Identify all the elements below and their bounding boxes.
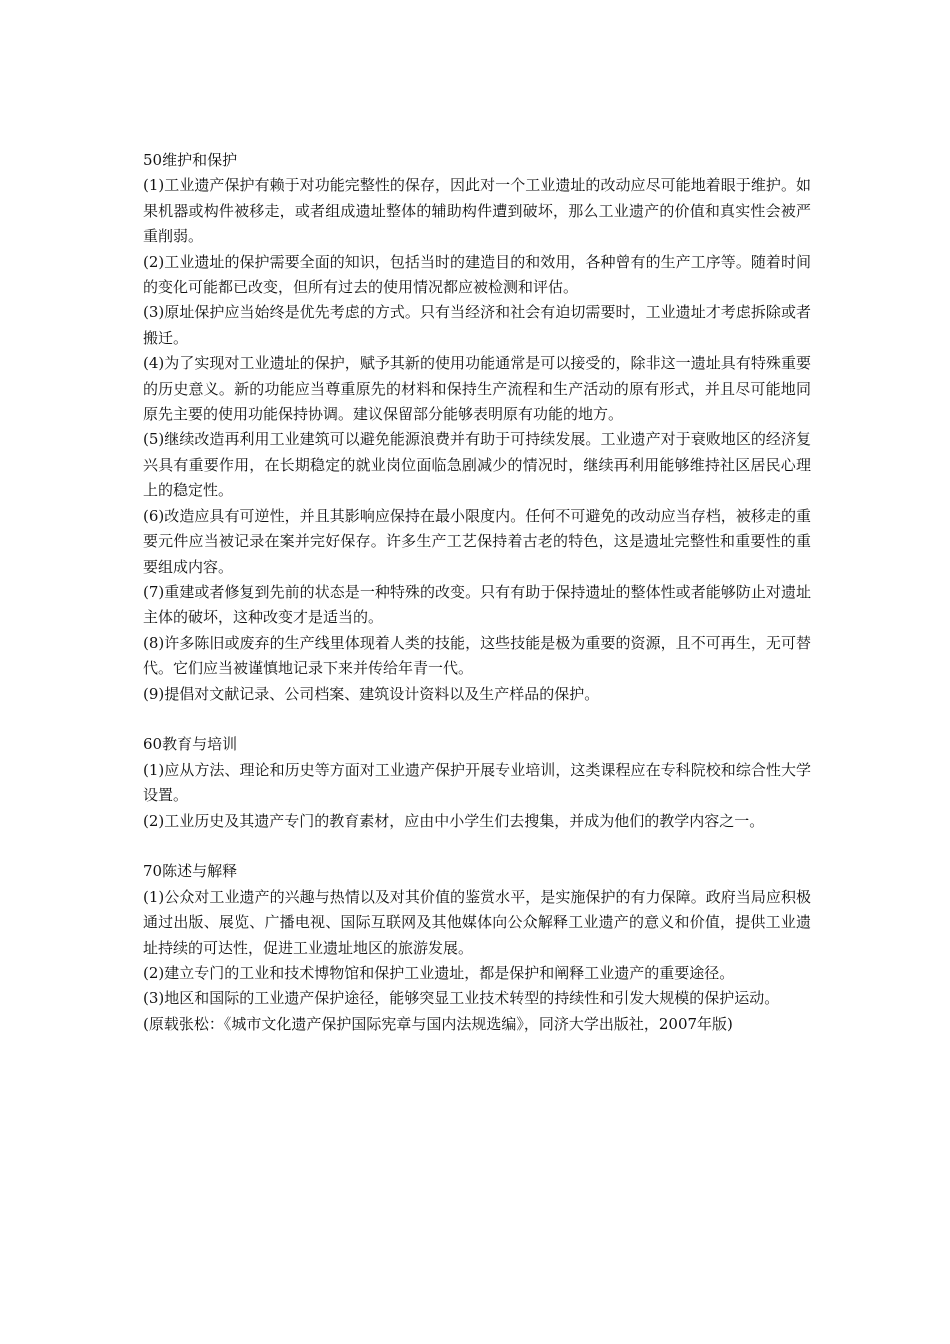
section-heading: 70陈述与解释 (143, 862, 238, 881)
section-heading: 60教育与培训 (143, 735, 238, 754)
paragraph: (2)建立专门的工业和技术博物馆和保护工业遗址，都是保护和阐释工业遗产的重要途径。 (143, 963, 735, 982)
paragraph: (1)工业遗产保护有赖于对功能完整性的保存，因此对一个工业遗址的改动应尽可能地着眼于维护。如果机器或构件被移走，或者组成遗址整体的辅助构件遭到破坏，那么工业遗产的价值和真实性会被严重削弱。 (143, 176, 811, 246)
paragraph: (3)原址保护应当始终是优先考虑的方式。只有当经济和社会有迫切需要时，工业遗址才考虑拆除或者搬迁。 (143, 303, 811, 347)
paragraph: (8)许多陈旧或废弃的生产线里体现着人类的技能，这些技能是极为重要的资源，且不可再生，无可替代。它们应当被谨慎地记录下来并传给年青一代。 (143, 633, 811, 678)
paragraph: (2)工业历史及其遗产专门的教育素材，应由中小学生们去搜集，并成为他们的教学内容之一。 (143, 811, 765, 830)
section-spacer (143, 707, 811, 732)
section-education (143, 732, 811, 834)
section-heading: 50维护和保护 (143, 151, 238, 169)
paragraph: (1)公众对工业遗产的兴趣与热情以及对其价值的鉴赏水平，是实施保护的有力保障。政府当局应积极通过出版、展览、广播电视、国际互联网及其他媒体向公众解释工业遗产的意义和价值，提供工业遗址持续的可达性，促进工业遗址地区的旅游发展。 (143, 887, 811, 957)
paragraph: (3)地区和国际的工业遗产保护途径，能够突显工业技术转型的持续性和引发大规模的保护运动。 (143, 989, 780, 1008)
paragraph: (7)重建或者修复到先前的状态是一种特殊的改变。只有有助于保持遗址的整体性或者能够防止对遗址主体的破坏，这种改变才是适当的。 (143, 582, 811, 627)
paragraph: (9)提倡对文献记录、公司档案、建筑设计资料以及生产样品的保护。 (143, 684, 600, 703)
paragraph: (4)为了实现对工业遗址的保护，赋予其新的使用功能通常是可以接受的，除非这一遗址具有特殊重要的历史意义。新的功能应当尊重原先的材料和保持生产流程和生产活动的原有形式，并且尽可能地同原先主要的使用功能保持协调。建议保留部分能够表明原有功能的地方。 (143, 354, 811, 424)
paragraph: (6)改造应具有可逆性，并且其影响应保持在最小限度内。任何不可避免的改动应当存档，被移走的重要元件应当被记录在案并完好保存。许多生产工艺保持着古老的特色，这是遗址完整性和重要性的重要组成内容。 (143, 506, 811, 576)
paragraph: (5)继续改造再利用工业建筑可以避免能源浪费并有助于可持续发展。工业遗产对于衰败地区的经济复兴具有重要作用，在长期稳定的就业岗位面临急剧减少的情况时，继续再利用能够维持社区居民心理上的稳定性。 (143, 430, 811, 500)
document-body (143, 148, 811, 1037)
section-interpretation (143, 859, 811, 1037)
section-maintenance (143, 148, 811, 707)
paragraph: (1)应从方法、理论和历史等方面对工业遗产保护开展专业培训，这类课程应在专科院校和综合性大学设置。 (143, 760, 811, 805)
paragraph: (2)工业遗址的保护需要全面的知识，包括当时的建造目的和效用，各种曾有的生产工序等。随着时间的变化可能都已改变，但所有过去的使用情况都应被检测和评估。 (143, 252, 811, 297)
section-spacer (143, 834, 811, 859)
source-citation: (原载张松：《城市文化遗产保护国际宪章与国内法规选编》，同济大学出版社，2007年版) (143, 1014, 733, 1033)
